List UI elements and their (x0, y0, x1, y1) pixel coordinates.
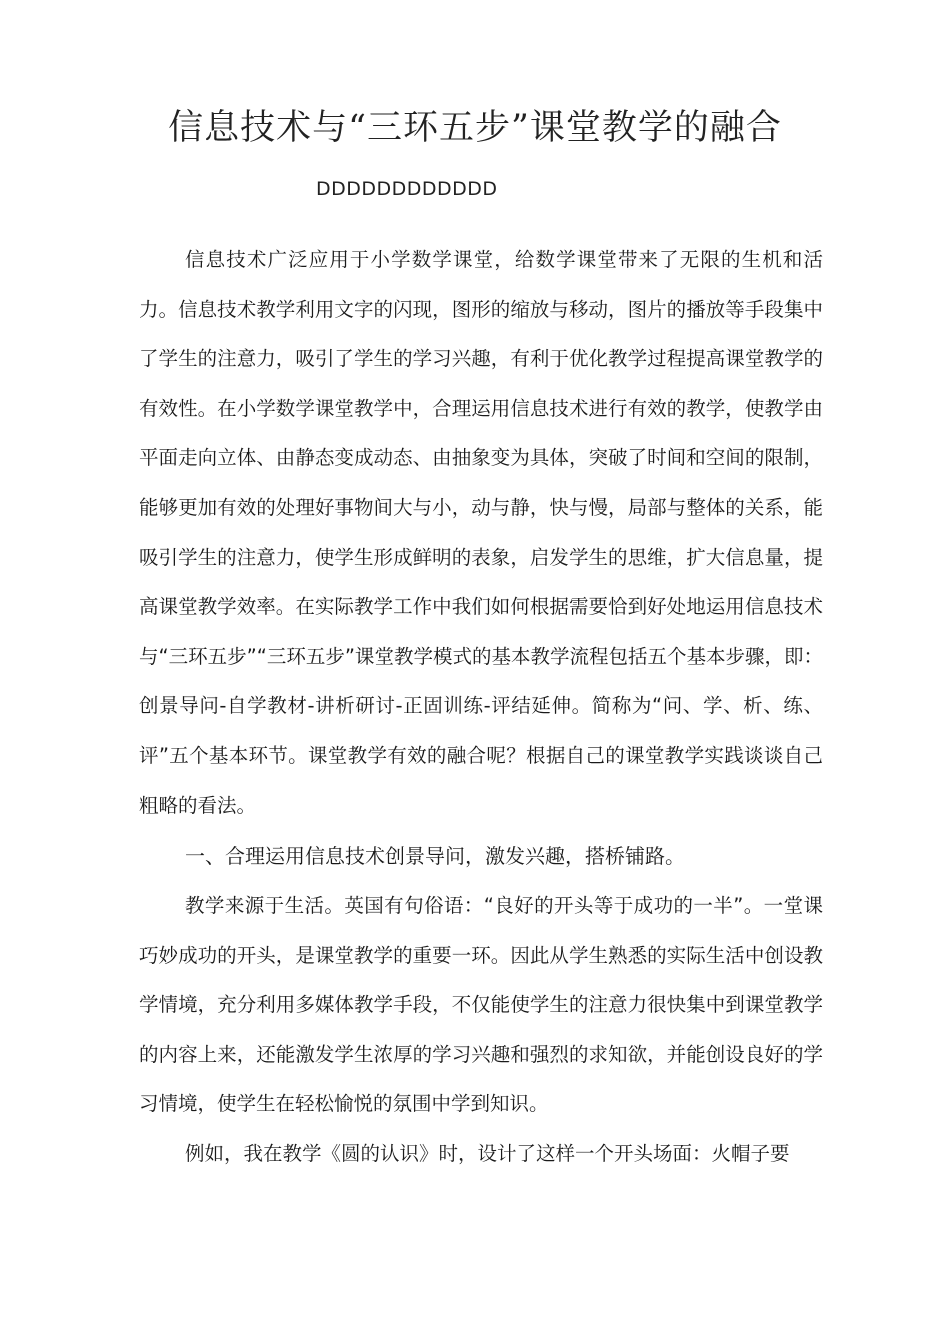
section-heading-1: 一、合理运用信息技术创景导问，激发兴趣，搭桥铺路。 (185, 844, 685, 868)
paragraph-intro: 信息技术广泛应用于小学数学课堂，给数学课堂带来了无限的生机和活力。信息技术教学利用文字的闪现，图形的缩放与移动，图片的播放等手段集中了学生的注意力，吸引了学生的学习兴趣，有利于优化教学过程提高课堂教学的有效性。在小学数学课堂教学中，合理运用信息技术进行有效的教学，使教学由平面走向立体、由静态变成动态、由抽象变为具体，突破了时间和空间的限制，能够更加有效的处理好事物间大与小，动与静，快与慢，局部与整体的关系，能吸引学生的注意力，使学生形成鲜明的表象，启发学生的思维，扩大信息量，提高课堂教学效率。在实际教学工作中我们如何根据需要恰到好处地运用信息技术与“三环五步”“三环五步”课堂教学模式的基本教学流程包括五个基本步骤，即：创景导问-自学教材-讲析研讨-正固训练-评结延伸。简称为“问、学、析、练、评”五个基本环节。课堂教学有效的融合呢？根据自己的课堂教学实践谈谈自己粗略的看法。 (139, 248, 823, 817)
author-line: DDDDDDDDDDDD (316, 178, 498, 200)
paragraph-example: 例如，我在教学《圆的认识》时，设计了这样一个开头场面：火帽子要 (185, 1142, 790, 1165)
paragraph-section-1: 教学来源于生活。英国有句俗语：“良好的开头等于成功的一半”。一堂课巧妙成功的开头，是课堂教学的重要一环。因此从学生熟悉的实际生活中创设教学情境，充分利用多媒体教学手段，不仅能使学生的注意力很快集中到课堂教学的内容上来，还能激发学生浓厚的学习兴趣和强烈的求知欲，并能创设良好的学习情境，使学生在轻松愉悦的氛围中学到知识。 (139, 894, 823, 1116)
document-title: 信息技术与“三环五步”课堂教学的融合 (168, 108, 782, 148)
